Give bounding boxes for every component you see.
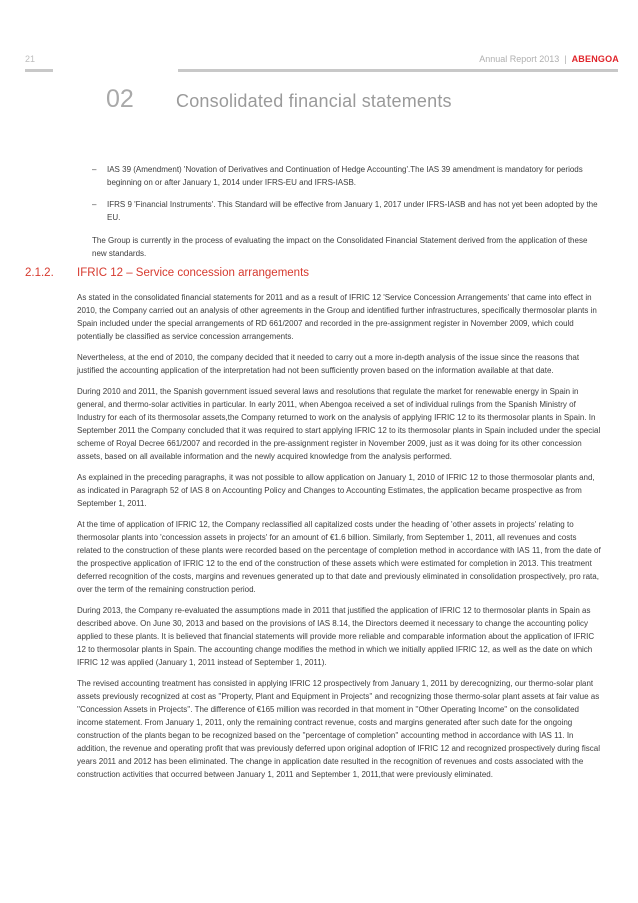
section-body [77, 291, 603, 789]
bullet-dash: – [92, 165, 97, 174]
body-paragraph: As explained in the preceding paragraphs, it was not possible to allow application on January 1, 2010 of IFRIC 12 to those thermosolar plants and, as indicated in Paragraph 52 of IAS 8 on Accounting Policy and Changes to Accounting Estimates, the application became prospective as from September 1, 2011. [77, 473, 595, 508]
intro-paragraph: The Group is currently in the process of evaluating the impact on the Consolidated Financial Statement derived from the application of these new standards. [92, 236, 588, 258]
report-title: Annual Report 2013 [479, 54, 560, 64]
body-paragraph: During 2010 and 2011, the Spanish government issued several laws and resolutions that regulate the market for renewable energy in Spain in general, and thermo-solar activities in particular. In early 2011, when Abengoa received a set of individual rulings from the Spanish Ministry of Industry for each of its thermosolar assets,the Company returned to work on the analysis of applying IFRIC 12 to its thermosolar plants in Spain. In September 2011 the Company concluded that it was required to start applying IFRIC 12 to its thermosolar plants in Spain included under the special scheme of Royal Decree 661/2007 and recorded in the pre-assignment register in November 2009, just as it was doing for its other concession assets, based on all available information and the newly acquired knowledge from the analysis performed. [77, 387, 601, 461]
bullet-text: IAS 39 (Amendment) 'Novation of Derivatives and Continuation of Hedge Accounting'.The IAS 39 amendment is mandatory for periods beginning on or after January 1, 2014 under IFRS-EU and IFRS-IASB. [107, 165, 583, 187]
bullet-list [92, 163, 602, 233]
brand-logo: ABENGOA [571, 54, 619, 64]
bullet-dash: – [92, 200, 97, 209]
body-paragraph: Nevertheless, at the end of 2010, the company decided that it needed to carry out a more in-depth analysis of the issue since the reasons that justified the accounting application of the interpretation had not been sufficiently proven based on the information available at that date. [77, 353, 580, 375]
body-paragraph: During 2013, the Company re-evaluated the assumptions made in 2011 that justified the application of IFRIC 12 to thermosolar plants in Spain as described above. On June 30, 2013 and based on the provisions of IAS 8.14, the Directors deemed it necessary to change the accounting policy applied to these plants. It is believed that financial statements will provide more reliable and comparable information about the application of IFRIC 12 to thermosolar plants in Spain. The accounting change modifies the method in which we initially applied IFRIC 12, as well as the date on which IFRIC 12 was applied (January 1, 2011 instead of September 1, 2011). [77, 606, 595, 667]
body-paragraph: At the time of application of IFRIC 12, the Company reclassified all capitalized costs under the heading of 'other assets in projects' relating to thermosolar plants into 'concession assets in projects' for an amount of €1.6 billion. Similarly, from September 1, 2011, all revenues and costs related to the construction of these plants were recorded based on the percentage of completion method in accordance with IAS 11, from the date of the prospective application of IFRIC 12 to the end of the construction of these assets which were estimated for completion in 2013. This treatment deferred recognition of the costs, margins and revenues generated up to that date and previously eliminated in consolidation prospectively, pro rata, over the term of the remaining construction period. [77, 520, 601, 594]
chapter-title: Consolidated financial statements [176, 91, 452, 111]
chapter-number: 02 [106, 85, 134, 113]
bullet-text: IFRS 9 'Financial Instruments'. This Standard will be effective from January 1, 2017 under IFRS-IASB and has not yet been adopted by the EU. [107, 200, 598, 222]
page-number: 21 [25, 54, 36, 64]
section-number: 2.1.2. [25, 267, 54, 279]
header-separator: | [564, 54, 567, 64]
header-rule-right [178, 69, 618, 72]
section-title: IFRIC 12 – Service concession arrangements [77, 267, 310, 279]
bullet-item [92, 163, 602, 189]
body-paragraph: As stated in the consolidated financial statements for 2011 and as a result of IFRIC 12 'Service Concession Arrangements' that came into effect in 2010, the Company carried out an analysis of other agreements in the Group and identified further infrastructures, specifically thermosolar plants in Spain included under the special arrangements of RD 661/2007 and recorded in the pre-assignment register in November 2009, which could potentially be classified as service concession arrangements. [77, 293, 597, 341]
body-paragraph: The revised accounting treatment has consisted in applying IFRIC 12 prospectively from January 1, 2011 by derecognizing, our thermo-solar plant assets previously recognized at cost as ''Property, Plant and Equipment in Projects'' and recognizing those thermo-solar plant assets at fair value as ''Concession Assets in Projects''. The difference of €165 million was recorded in that moment in ''Other Operating Income'' on the consolidated income statement. From January 1, 2011, only the remaining contract revenue, costs and margins generated after such date for the ongoing construction of the plants began to be recognized based on the ''percentage of completion'' accounting method in accordance with IAS 11. In addition, the revenue and operating profit that was previously deferred upon original adoption of IFRIC 12 and recognized prospectively during fiscal years 2011 and 2012 has been eliminated. The change in application date resulted in the recognition of revenues and costs associated with the construction activities that occurred between January 1, 2011 and September 1, 2011,that were previously eliminated. [77, 679, 600, 779]
section-heading [25, 267, 309, 279]
bullet-item [92, 198, 602, 224]
header-rule-left [25, 69, 53, 72]
running-header [479, 54, 619, 64]
